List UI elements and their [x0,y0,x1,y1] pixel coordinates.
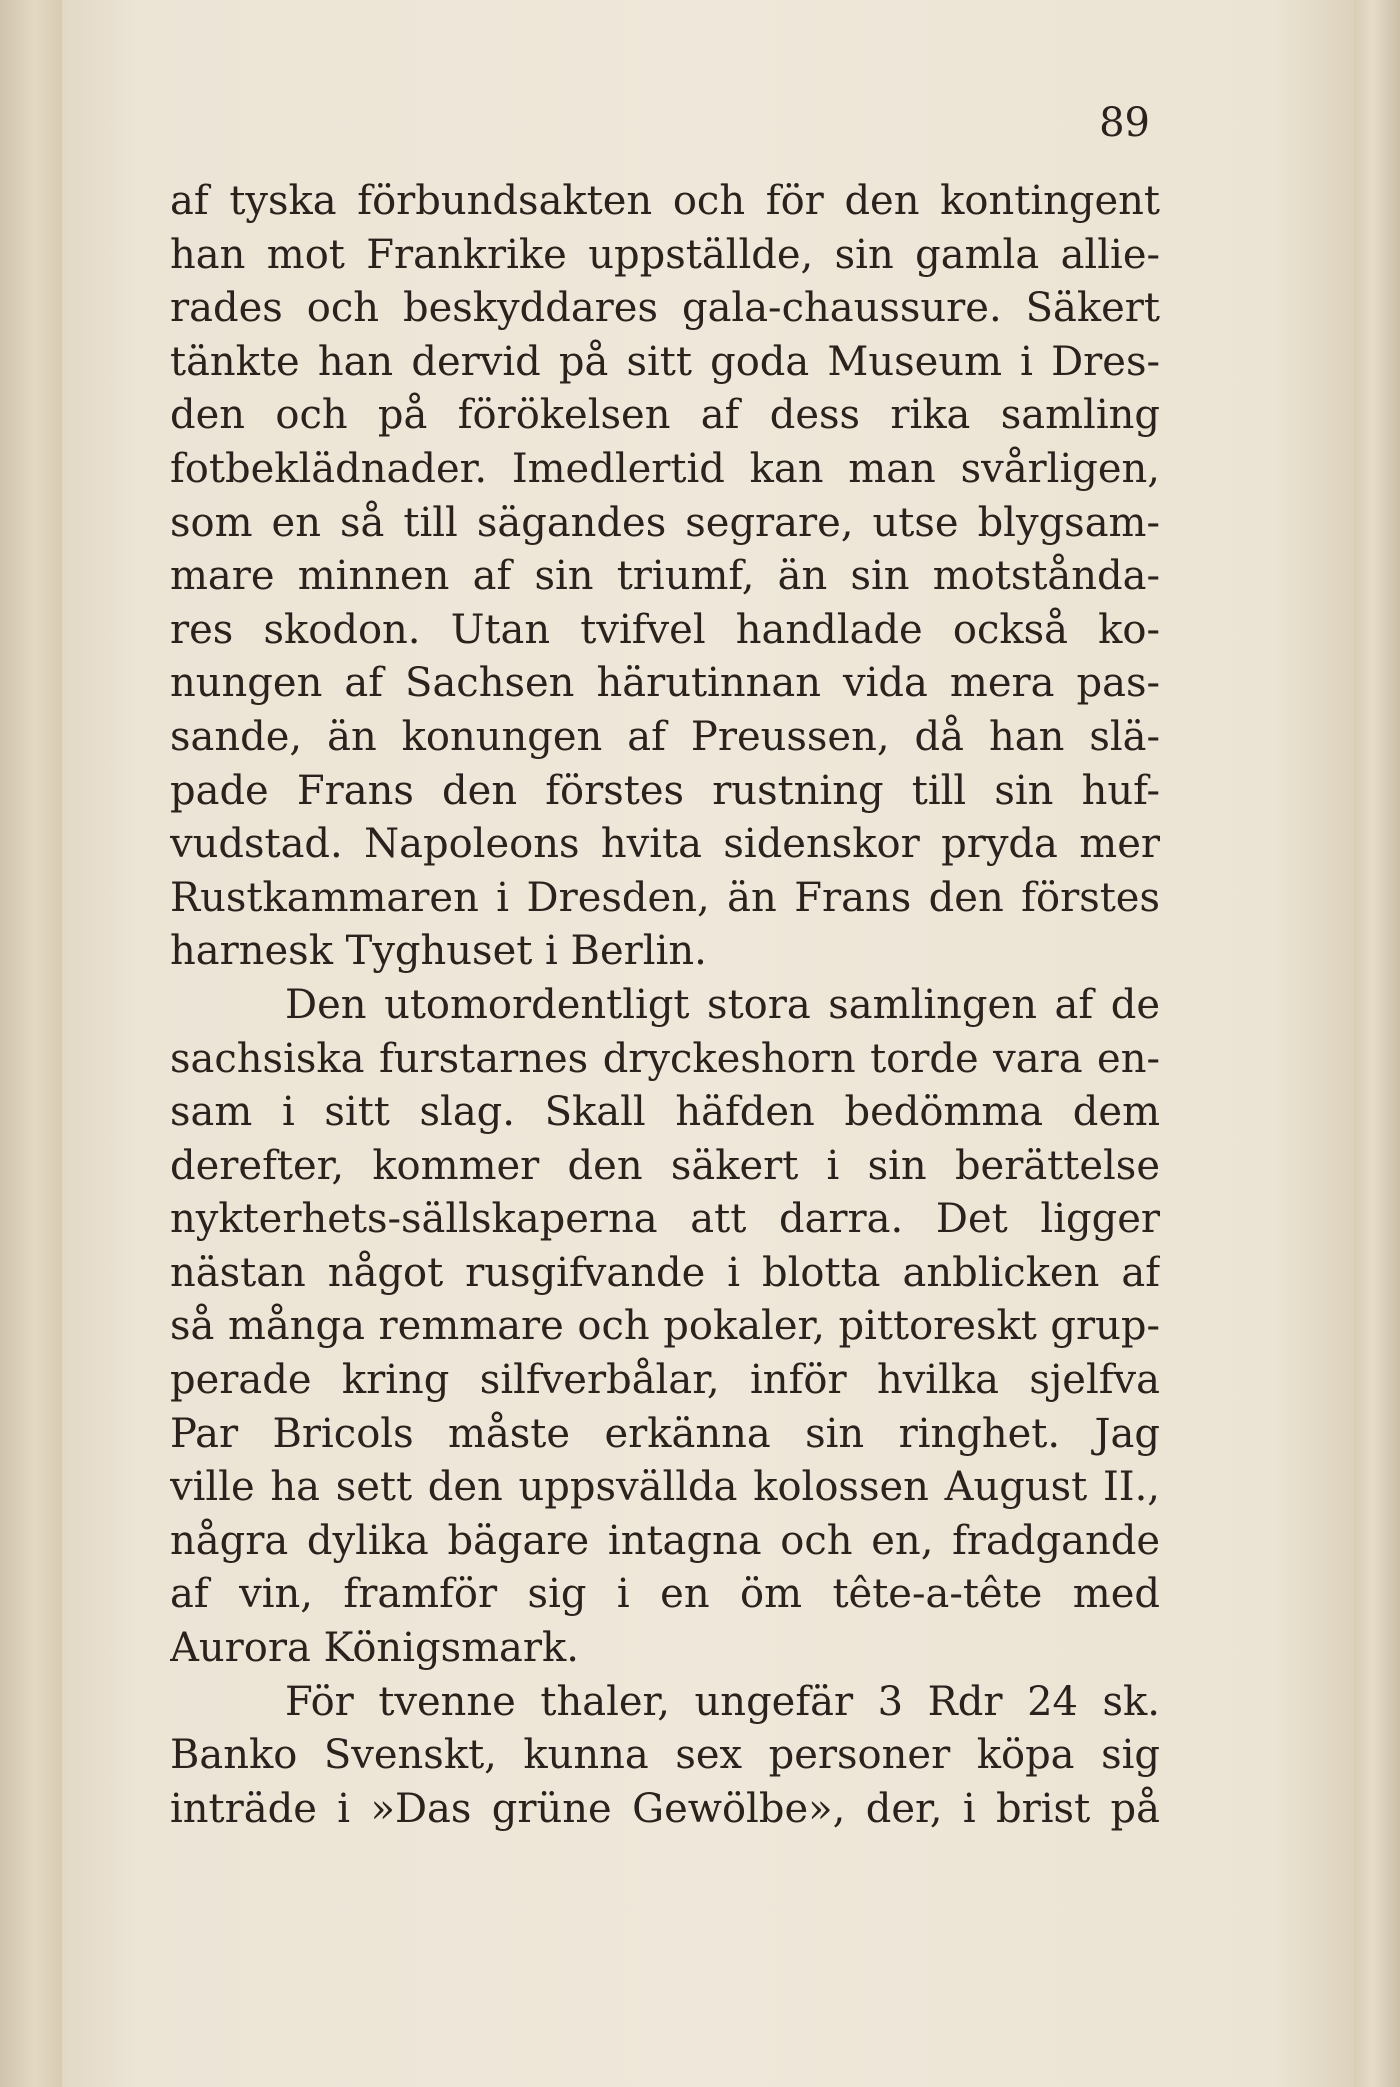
text-line-1: af tyska förbundsakten och för den kontingent [170,178,1160,224]
text-line-4: tänkte han dervid på sitt goda Museum i Dres- [170,338,1160,385]
text-line-27: af vin, framför sig i en öm tête-a-tête med [170,1571,1160,1618]
text-line-25: ville ha sett den uppsvällda kolossen August II., [170,1464,1160,1511]
text-line-14: Rustkammaren i Dresden, än Frans den förstes [170,874,1160,921]
page-edge-right [1354,0,1400,2087]
text-line-28: Aurora Königsmark. [170,1625,579,1672]
text-line-9: res skodon. Utan tvifvel handlade också ko- [170,606,1160,653]
text-line-26: några dylika bägare intagna och en, fradgande [170,1517,1160,1564]
text-line-11: sande, än konungen af Preussen, då han slä- [170,713,1160,760]
text-line-23: perade kring silfverbålar, inför hvilka sjelfva [170,1357,1160,1404]
text-line-6: fotbeklädnader. Imedlertid kan man svårligen, [170,445,1160,492]
text-line-18: sam i sitt slag. Skall häfden bedömma dem [170,1089,1160,1136]
text-line-29: För tvenne thaler, ungefär 3 Rdr 24 sk. [285,1678,1160,1725]
text-line-8: mare minnen af sin triumf, än sin motstånda- [170,553,1160,600]
text-line-24: Par Bricols måste erkänna sin ringhet. Jag [170,1410,1160,1457]
body-text [170,175,1160,1836]
text-line-31: inträde i »Das grüne Gewölbe», der, i brist på [170,1785,1160,1832]
text-line-12: pade Frans den förstes rustning till sin huf- [170,767,1160,814]
text-line-13: vudstad. Napoleons hvita sidenskor pryda mer [170,821,1160,868]
book-spine-left [0,0,62,2087]
text-line-17: sachsiska furstarnes dryckeshorn torde vara en- [170,1035,1160,1082]
text-line-30: Banko Svenskt, kunna sex personer köpa sig [170,1732,1160,1779]
text-line-21: nästan något rusgifvande i blotta anblicken af [170,1249,1160,1296]
text-line-5: den och på förökelsen af dess rika samling [170,392,1160,439]
text-line-22: så många remmare och pokaler, pittoreskt grup- [170,1303,1160,1350]
text-line-15: harnesk Tyghuset i Berlin. [170,928,707,975]
text-line-16: Den utomordentligt stora samlingen af de [285,981,1160,1028]
text-line-10: nungen af Sachsen härutinnan vida mera pas- [170,660,1160,707]
text-line-2: han mot Frankrike uppställde, sin gamla allie- [170,231,1160,278]
text-line-20: nykterhets-sällskaperna att darra. Det ligger [170,1196,1160,1243]
page-number: 89 [1099,100,1150,146]
text-line-19: derefter, kommer den säkert i sin berättelse [170,1142,1160,1189]
text-line-3: rades och beskyddares gala-chaussure. Säkert [170,285,1160,332]
text-line-7: som en så till sägandes segrare, utse blygsam- [170,499,1160,546]
